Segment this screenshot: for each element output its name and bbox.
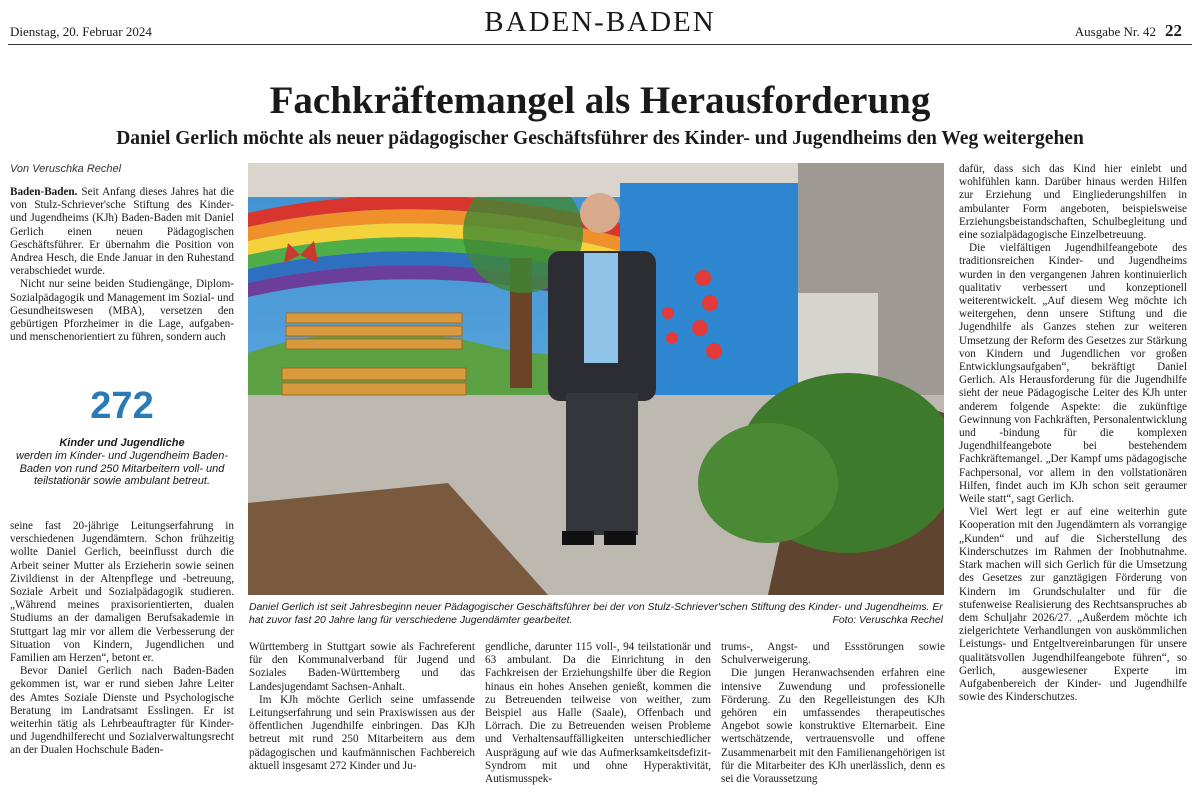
paragraph: seine fast 20-jährige Leitungserfahrung in verschiedenen Jugendämtern. Schon frühzeitig wollte Daniel Gerlich, beeinflusst durch die Arbeit seiner Mutter als Erzieherin sowie seinen Zivildienst in der Altenpflege und -betreuung, Soziale Arbeit und Sozialpädagogik studieren. „Während meines praxisorientierten, dualen Studiums an der damaligen Berufsakademie in Stuttgart lag mir vor allem die Verbesserung der Situation von Kindern, Jugendlichen und Familien am Herzen“, betont er. [10,520,234,665]
dateline: Baden-Baden. [10,186,78,198]
column-4 [721,641,945,786]
fact-box [10,385,234,488]
paragraph: Bevor Daniel Gerlich nach Baden-Baden gekommen ist, war er rund sieben Jahre Leiter des Amtes Soziale Dienste und Psychologische Beratung im Landratsamt Esslingen. Er ist weiterhin tätig als Lehrbeauftragter für Kinder- und Jugendhilferecht und Sozialverwaltungsrecht an der Dualen Hochschule Baden- [10,665,234,757]
column-3 [485,641,711,786]
column-2 [249,641,475,773]
header-divider [8,44,1192,45]
paragraph: Württemberg in Stuttgart sowie als Fachreferent für den Kommunalverband für Jugend und Soziales Baden-Württemberg und das Landesjugendamt Sachsen-Anhalt. [249,641,475,693]
photo-caption [249,601,943,627]
paragraph: Viel Wert legt er auf eine weiterhin gute Kooperation mit den Jugendämtern als vorrangige „Kunden“ und auf die Sicherstellung des Kinderschutzes im Rahmen der Inobhutnahme. Stark machen will sich Gerlich für die Umsetzung des Gesetzes zur ganztägigen Förderung von Kindern im Grundschulalter und für die stufenweise Realisierung des Rechtsanspruches ab dem Schuljahr 2026/27. „Außerdem möchte ich zielgerichtete Verhandlungen von auskömmlichen Leistungs- und Entgeltvereinbarungen für unsere qualitätsvollen Jugendhilfeangebote führen“, so Gerlich, ausgewiesener Experte im Aufgabenbereich der Kinder- und Jugendhilfe sowie des Kinderschutzes. [959,506,1187,704]
column-1-top [10,186,234,344]
caption-text: Daniel Gerlich ist seit Jahresbeginn neuer Pädagogischer Geschäftsführer bei der von Stulz-Schriever'schen Stiftung des Kinder- und Jugendheims. Er hat zuvor fast 20 Jahre lang für verschiedene Jugendämter gearbeitet. [249,602,943,626]
section-title: BADEN-BADEN [484,6,716,38]
article-photo [248,163,944,595]
issue-number: Ausgabe Nr. 42 [1074,24,1156,39]
column-5 [959,163,1187,704]
column-1-bottom [10,520,234,758]
photo-illustration [248,163,944,595]
page-header [0,0,1200,48]
fact-text: werden im Kinder- und Jugendheim Baden-Baden von rund 250 Mitarbeitern voll- und teilstationär sowie ambulant betreut. [16,450,228,487]
paragraph: Nicht nur seine beiden Studiengänge, Diplom-Sozialpädagogik und Management im Sozial- und Gesundheitswesen (MBA), versetzen den gebürtigen Pforzheimer in die Lage, aufgaben- und menschenorientiert zu führen, sondern auch [10,278,235,344]
paragraph: dafür, dass sich das Kind hier einlebt und wohlfühlen kann. Darüber hinaus werden Hilfen zur Erziehung und Eingliederungshilfen in ambulanter Form angeboten, beispielsweise Erziehungsbeistandschaften, Schulbegleitung und eine sozialpädagogische Einzelbetreuung. [959,163,1187,242]
photo-credit: Foto: Veruschka Rechel [832,615,943,626]
paragraph: gendliche, darunter 115 voll-, 94 teilstationär und 63 ambulant. Da die Einrichtung in den Fachkreisen der Erziehungshilfe über die Region hinaus ein hohes Ansehen genießt, kommen die zu Betreuenden teilweise von weither, zum Beispiel aus Halle (Saale), Offenbach und Lörrach. Die zu Betreuenden weisen Probleme und Verhaltensauffälligkeiten unterschiedlicher Ausprägung auf wie das Aufmerksamkeitsdefizit-Syndrom mit und ohne Hyperaktivität, Autismusspek- [485,641,711,786]
article-headline: Fachkräftemangel als Herausforderung [269,79,931,122]
lead-text: Seit Anfang dieses Jahres hat die von Stulz-Schriever'sche Stiftung des Kinder- und Jugendheims (KJh) Baden-Baden mit Daniel Gerlich einen neuen Pädagogischen Geschäftsführer. Er übernahm die Position von Andrea Hesch, die Ende Januar in den Ruhestand verabschiedet wurde. [10,186,234,278]
lead-paragraph [10,186,234,278]
issue-date: Dienstag, 20. Februar 2024 [10,24,152,39]
paragraph: Die jungen Heranwachsenden erfahren eine intensive Zuwendung und professionelle Förderung. Zu den Regelleistungen des KJh gehören ein umfassendes therapeutisches Angebot sowie konstruktive Elternarbeit. Eine wertschätzende, vertrauensvolle und offene Zusammenarbeit mit den Familienangehörigen ist für die Mitarbeiter des KJh unerlässlich, denn es sei die Voraussetzung [721,667,945,786]
paragraph: Im KJh möchte Gerlich seine umfassende Leitungserfahrung und sein Praxiswissen aus der öffentlichen Jugendhilfe einbringen. Das KJh betreut mit rund 250 Mitarbeitern aus dem pädagogischen und kaufmännischen Fachbereich aktuell insgesamt 272 Kinder und Ju- [249,693,475,772]
article-subheadline: Daniel Gerlich möchte als neuer pädagogischer Geschäftsführer des Kinder- und Jugendheims den Weg weitergehen [116,128,1084,149]
page-number: 22 [1165,21,1182,40]
fact-number: 272 [90,385,154,427]
fact-title: Kinder und Jugendliche [59,437,185,449]
paragraph: trums-, Angst- und Essstörungen sowie Schulverweigerung. [721,641,945,667]
article-byline: Von Veruschka Rechel [10,163,122,175]
paragraph: Die vielfältigen Jugendhilfeangebote des traditionsreichen Kinder- und Jugendheims wurden in den vergangenen Jahren kontinuierlich qualitativ verbessert und konzeptionell weiterentwickelt. „Auf diesem Weg möchte ich weitergehen, denn unsere Stiftung und die Jugendhilfe als Ganzes stehen zur weiteren Umsetzung der Reform des Gesetzes zur Stärkung von Kindern und Jugendlichen vor großen Entwicklungsaufgaben“, bekräftigt Daniel Gerlich. Als Herausforderung für die Jugendhilfe sieht der neue Pädagogische Leiter des KJh unter anderem folgende Aspekte: die zukünftige Gewinnung von Fachkräften, Personalentwicklung und -bindung für die komplexen Jugendhilfeangebote bei bestehendem Fachkräftemangel. „Der Kampf ums pädagogische Fachpersonal, vor allem in den vollstationären Hilfen, findet auch im KJh schon seit geraumer Weile statt“, sagt Gerlich. [959,242,1187,506]
